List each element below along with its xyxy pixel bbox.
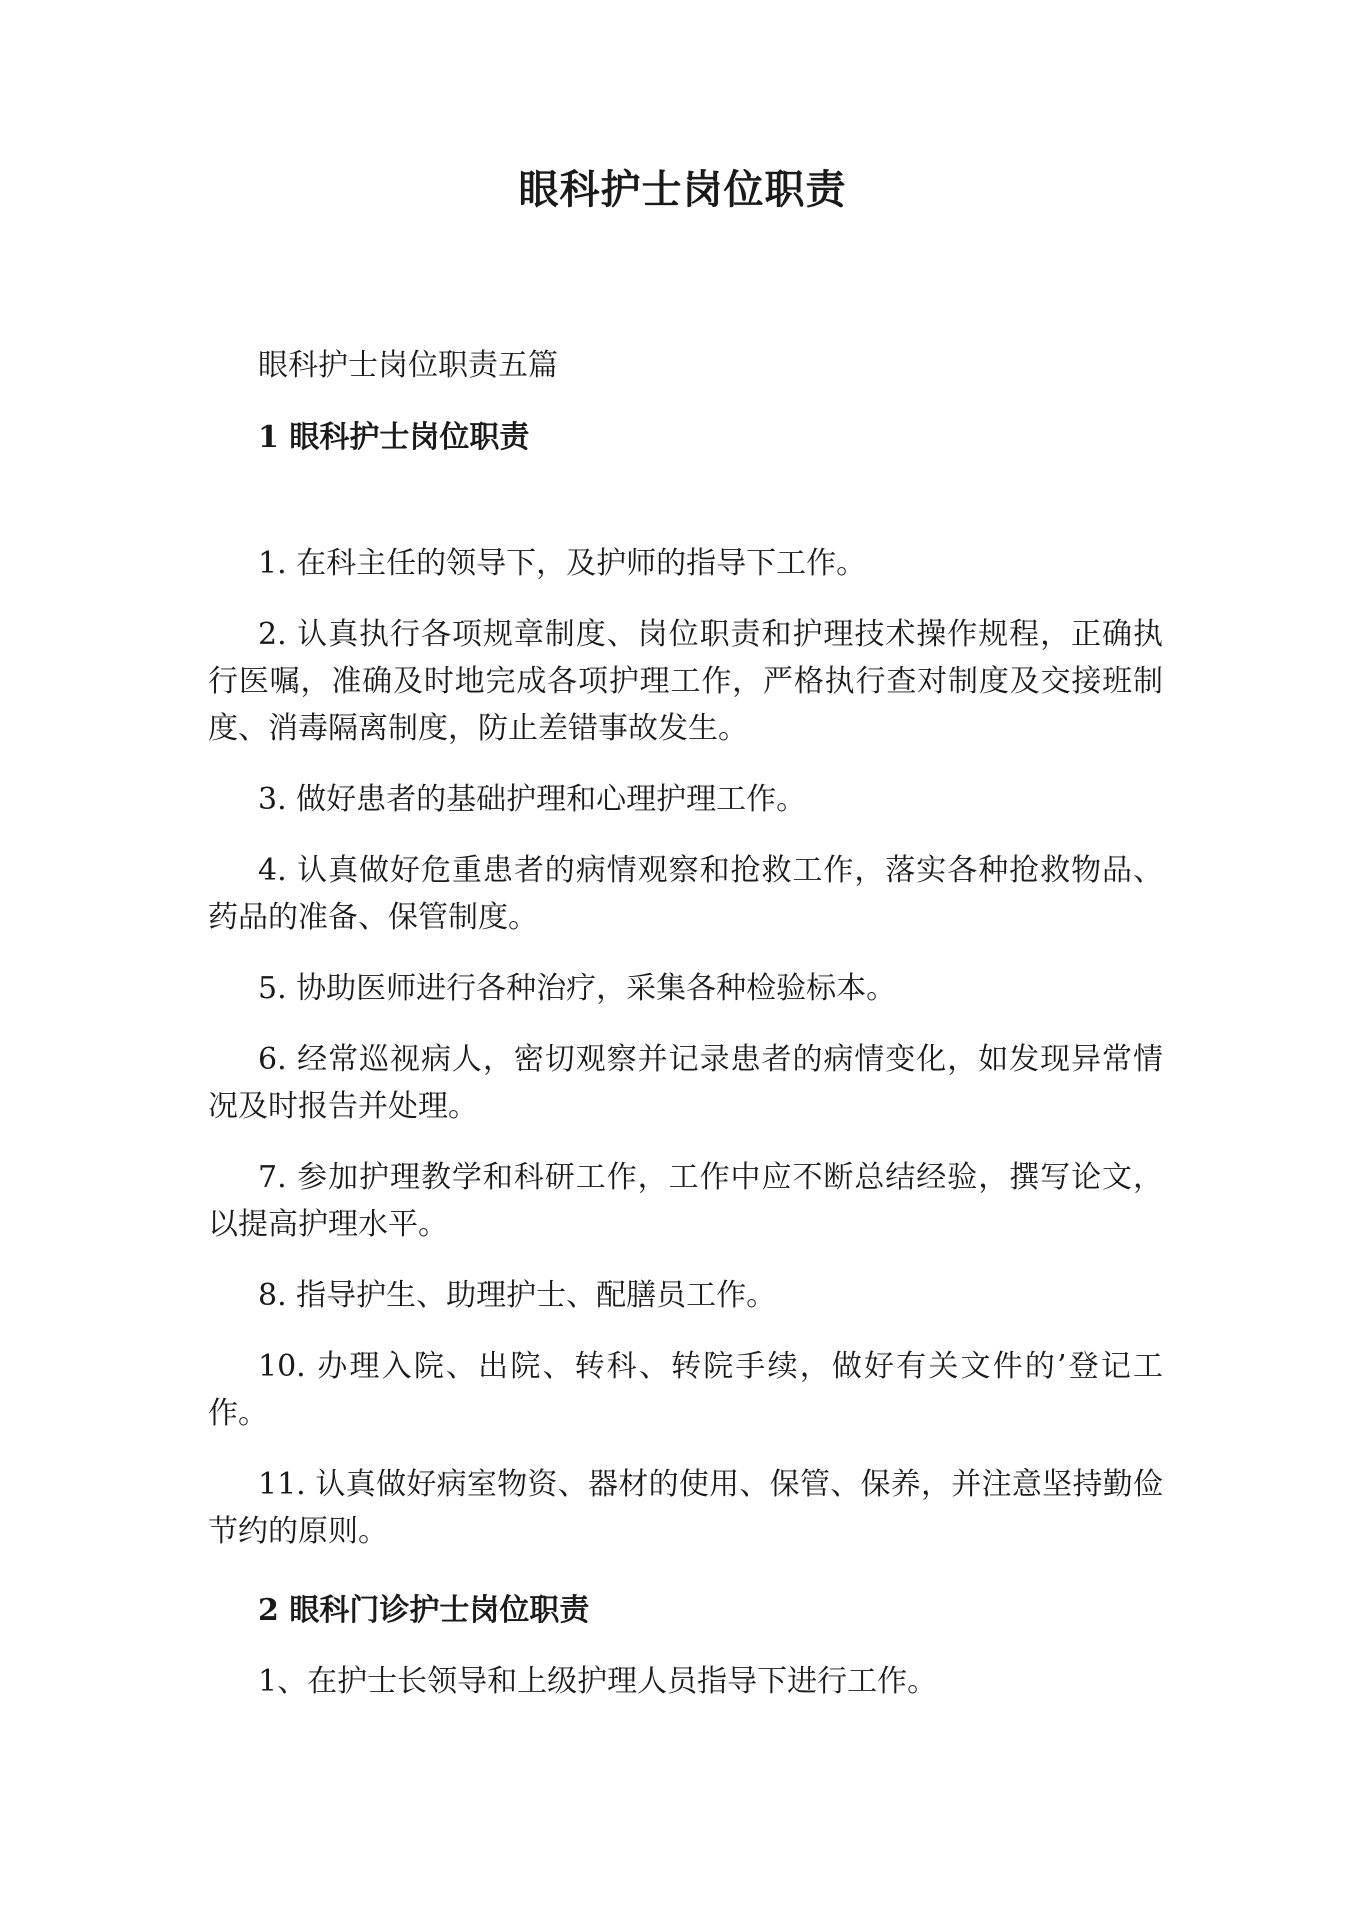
- list-item: 8. 指导护生、助理护士、配膳员工作。: [258, 1278, 777, 1313]
- list-item: 10. 办理入院、出院、转科、转院手续，做好有关文件的’登记工作。: [208, 1349, 1163, 1431]
- list-item: 11. 认真做好病室物资、器材的使用、保管、保养，并注意坚持勤俭节约的原则。: [208, 1467, 1163, 1549]
- section-1-list: [208, 540, 1163, 1579]
- section-2-list: [208, 1658, 1163, 1729]
- section-heading-1: 1 眼科护士岗位职责: [258, 420, 530, 455]
- list-item: 7. 参加护理教学和科研工作，工作中应不断总结经验，撰写论文，以提高护理水平。: [208, 1160, 1163, 1242]
- list-item: 2. 认真执行各项规章制度、岗位职责和护理技术操作规程，正确执行医嘱，准确及时地完成各项护理工作，严格执行查对制度及交接班制度、消毒隔离制度，防止差错事故发生。: [208, 617, 1163, 746]
- list-item: 1、在护士长领导和上级护理人员指导下进行工作。: [258, 1664, 938, 1699]
- intro-line: 眼科护士岗位职责五篇: [258, 348, 558, 383]
- document-title: 眼科护士岗位职责: [518, 166, 847, 213]
- list-item: 1. 在科主任的领导下，及护师的指导下工作。: [258, 546, 867, 581]
- list-item: 5. 协助医师进行各种治疗，采集各种检验标本。: [258, 971, 897, 1006]
- list-item: 6. 经常巡视病人，密切观察并记录患者的病情变化，如发现异常情况及时报告并处理。: [208, 1042, 1163, 1124]
- section-heading-2: 2 眼科门诊护士岗位职责: [258, 1593, 590, 1628]
- list-item: 3. 做好患者的基础护理和心理护理工作。: [258, 782, 807, 817]
- list-item: 4. 认真做好危重患者的病情观察和抢救工作，落实各种抢救物品、药品的准备、保管制度。: [208, 853, 1163, 935]
